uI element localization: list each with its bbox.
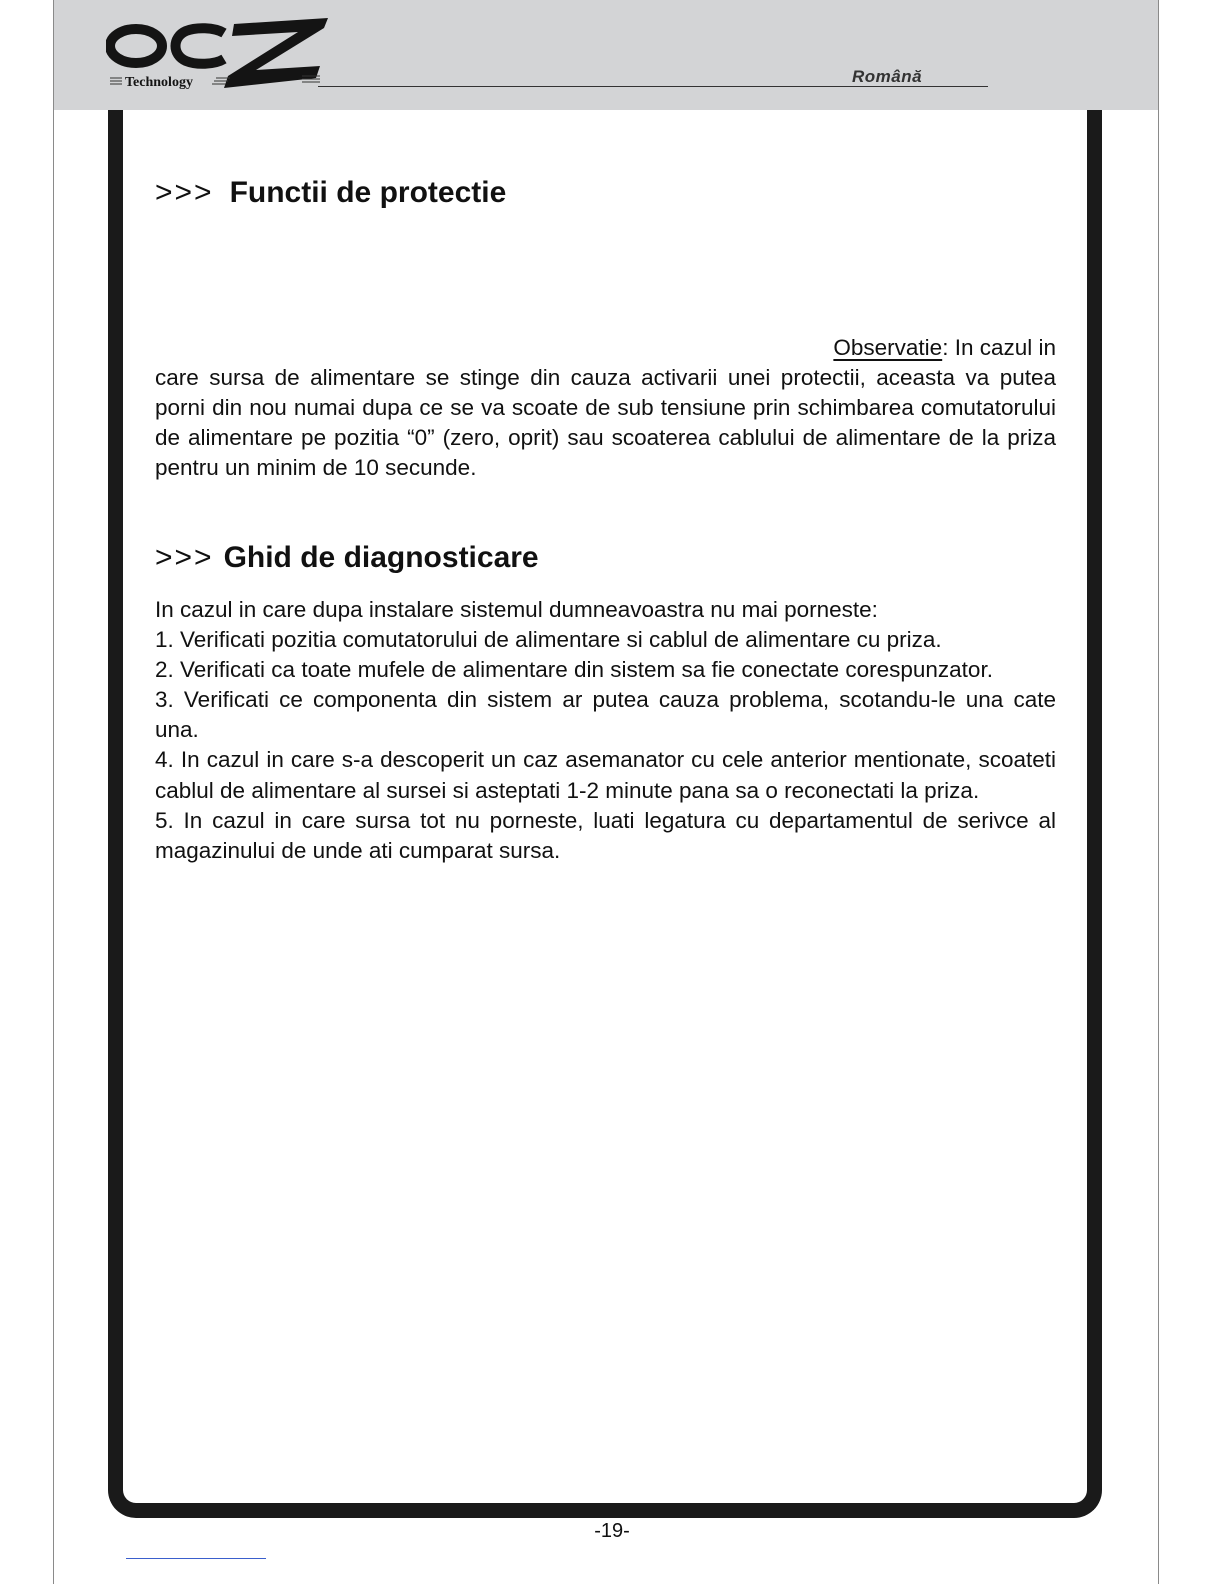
protection-note: [155, 333, 1056, 483]
note-label: Observatie: [833, 335, 943, 360]
diagnostic-step: 3. Verificati ce componenta din sistem ar putea cauza problema, scotandu-le una cate una.: [155, 687, 1056, 743]
diagnostic-list: [155, 595, 1056, 866]
diagnostic-step: 1. Verificati pozitia comutatorului de alimentare si cablul de alimentare cu priza.: [155, 627, 942, 653]
heading-arrows: >>>: [155, 176, 214, 209]
heading-title: Functii de protectie: [229, 176, 507, 209]
heading-title: Ghid de diagnosticare: [223, 541, 539, 574]
page-number: -19-: [594, 1520, 630, 1542]
diagnostic-step: 4. In cazul in care s-a descoperit un caz asemanator cu cele anterior mentionate, scoateti cablul de alimentare al sursei si asteptati 1-2 minute pana sa o reconectati la priza.: [155, 747, 1056, 803]
note-body: care sursa de alimentare se stinge din cauza activarii unei protectii, aceasta va putea porni din nou numai dupa ce se va scoate de sub tensiune prin schimbarea comutatorului de alimentare pe pozitia “0” (zero, oprit) sau scoaterea cablului de alimentare de la priza pentru un minim de 10 secunde.: [155, 365, 1056, 481]
section-heading-protection: [155, 176, 506, 210]
diagnostic-intro: In cazul in care dupa instalare sistemul dumneavoastra nu mai porneste:: [155, 597, 878, 622]
section-heading-diagnostic: [155, 541, 539, 575]
diagnostic-step: 2. Verificati ca toate mufele de alimentare din sistem sa fie conectate corespunzator.: [155, 657, 993, 683]
heading-arrows: >>>: [155, 541, 214, 574]
ocz-technology-logo: [106, 14, 336, 94]
logo-subtitle: Technology: [125, 75, 193, 90]
diagnostic-step: 5. In cazul in care sursa tot nu porneste, luati legatura cu departamentul de serivce al magazinului de unde ati cumparat sursa.: [155, 807, 1056, 863]
language-label: Română: [852, 67, 923, 86]
note-lead-line: [155, 333, 1056, 363]
footer-link-line: [126, 1558, 266, 1559]
note-lead-text: : In cazul in: [942, 335, 1056, 360]
